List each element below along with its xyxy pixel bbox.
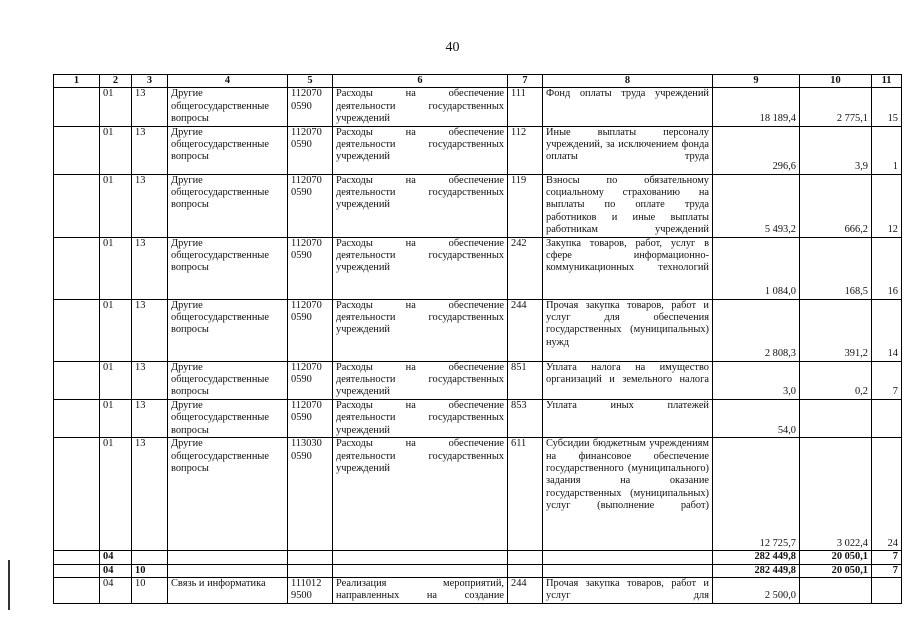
total-count: 7	[872, 564, 902, 577]
cell-count	[872, 577, 902, 603]
cell-section: 04	[100, 577, 132, 603]
cell-target-article: 112070 0590	[288, 174, 333, 237]
cell-article-name: Расходы на обеспечение деятельности государственных учреждений	[333, 438, 508, 551]
header-cell: 5	[288, 75, 333, 88]
cell-amount: 2 500,0	[713, 577, 800, 603]
cell-expense-name: Прочая закупка товаров, работ и услуг для обеспечения государственных (муниципальных) нужд	[543, 299, 713, 361]
cell-target-article: 111012 9500	[288, 577, 333, 603]
total-row	[54, 564, 902, 577]
total-amount-2: 20 050,1	[800, 551, 872, 564]
table-row	[54, 126, 902, 174]
cell-subsection-name: Другие общегосударственные вопросы	[168, 126, 288, 174]
cell-article-name: Расходы на обеспечение деятельности государственных учреждений	[333, 88, 508, 126]
header-cell: 8	[543, 75, 713, 88]
cell-amount: 2 808,3	[713, 299, 800, 361]
cell-section: 01	[100, 438, 132, 551]
cell-amount-2: 2 775,1	[800, 88, 872, 126]
cell-expense-name: Прочая закупка товаров, работ и услуг для	[543, 577, 713, 603]
cell-col-1	[54, 299, 100, 361]
cell-col-1	[54, 361, 100, 399]
cell-expense-type: 853	[508, 399, 543, 437]
cell-expense-type	[508, 564, 543, 577]
cell-article-name: Реализация мероприятий, направленных на создание	[333, 577, 508, 603]
cell-amount-2: 666,2	[800, 174, 872, 237]
cell-subsection: 13	[132, 299, 168, 361]
cell-subsection-name: Другие общегосударственные вопросы	[168, 88, 288, 126]
cell-section: 01	[100, 88, 132, 126]
header-cell: 7	[508, 75, 543, 88]
cell-amount-2: 3 022,4	[800, 438, 872, 551]
cell-subsection-name: Другие общегосударственные вопросы	[168, 174, 288, 237]
cell-article-name	[333, 564, 508, 577]
cell-col-1	[54, 577, 100, 603]
cell-amount-2	[800, 399, 872, 437]
cell-count	[872, 399, 902, 437]
cell-amount-2: 3,9	[800, 126, 872, 174]
cell-amount: 3,0	[713, 361, 800, 399]
cell-article-name: Расходы на обеспечение деятельности государственных учреждений	[333, 299, 508, 361]
cell-count: 16	[872, 237, 902, 299]
cell-amount: 54,0	[713, 399, 800, 437]
cell-expense-type: 111	[508, 88, 543, 126]
cell-expense-type	[508, 551, 543, 564]
cell-amount: 5 493,2	[713, 174, 800, 237]
cell-target-article: 112070 0590	[288, 126, 333, 174]
table-row	[54, 577, 902, 603]
cell-expense-name: Уплата налога на имущество организаций и земельного налога	[543, 361, 713, 399]
cell-subsection: 10	[132, 564, 168, 577]
cell-section: 01	[100, 237, 132, 299]
cell-amount: 12 725,7	[713, 438, 800, 551]
budget-table	[53, 74, 902, 604]
cell-expense-name: Иные выплаты персоналу учреждений, за исключением фонда оплаты труда	[543, 126, 713, 174]
cell-subsection-name: Другие общегосударственные вопросы	[168, 237, 288, 299]
header-cell: 3	[132, 75, 168, 88]
cell-expense-name: Уплата иных платежей	[543, 399, 713, 437]
cell-amount-2	[800, 577, 872, 603]
cell-col-1	[54, 399, 100, 437]
cell-expense-name: Закупка товаров, работ, услуг в сфере информационно-коммуникационных технологий	[543, 237, 713, 299]
cell-subsection: 13	[132, 399, 168, 437]
table-row	[54, 299, 902, 361]
cell-count: 12	[872, 174, 902, 237]
cell-article-name: Расходы на обеспечение деятельности государственных учреждений	[333, 126, 508, 174]
header-cell: 10	[800, 75, 872, 88]
cell-expense-type: 242	[508, 237, 543, 299]
cell-article-name	[333, 551, 508, 564]
cell-amount-2: 168,5	[800, 237, 872, 299]
cell-section: 01	[100, 399, 132, 437]
cell-subsection: 13	[132, 88, 168, 126]
total-amount-2: 20 050,1	[800, 564, 872, 577]
cell-section: 04	[100, 551, 132, 564]
cell-subsection-name: Другие общегосударственные вопросы	[168, 361, 288, 399]
cell-col-1	[54, 88, 100, 126]
cell-target-article: 112070 0590	[288, 361, 333, 399]
cell-article-name: Расходы на обеспечение деятельности государственных учреждений	[333, 174, 508, 237]
cell-expense-name	[543, 551, 713, 564]
cell-subsection: 13	[132, 174, 168, 237]
cell-target-article: 112070 0590	[288, 88, 333, 126]
cell-subsection-name	[168, 564, 288, 577]
cell-article-name: Расходы на обеспечение деятельности государственных учреждений	[333, 237, 508, 299]
cell-subsection-name: Другие общегосударственные вопросы	[168, 299, 288, 361]
header-cell: 1	[54, 75, 100, 88]
cell-count: 14	[872, 299, 902, 361]
cell-target-article: 112070 0590	[288, 237, 333, 299]
cell-count: 15	[872, 88, 902, 126]
cell-expense-type: 851	[508, 361, 543, 399]
cell-count: 24	[872, 438, 902, 551]
table-row	[54, 399, 902, 437]
cell-amount: 18 189,4	[713, 88, 800, 126]
header-cell: 11	[872, 75, 902, 88]
cell-subsection-name: Другие общегосударственные вопросы	[168, 438, 288, 551]
header-cell: 4	[168, 75, 288, 88]
cell-subsection-name: Другие общегосударственные вопросы	[168, 399, 288, 437]
table-row	[54, 438, 902, 551]
cell-subsection-name: Связь и информатика	[168, 577, 288, 603]
cell-section: 01	[100, 299, 132, 361]
cell-col-1	[54, 237, 100, 299]
table-row	[54, 174, 902, 237]
cell-expense-type: 244	[508, 299, 543, 361]
cell-subsection: 10	[132, 577, 168, 603]
cell-expense-type: 112	[508, 126, 543, 174]
cell-section: 01	[100, 361, 132, 399]
header-row	[54, 75, 902, 88]
cell-amount-2: 0,2	[800, 361, 872, 399]
total-count: 7	[872, 551, 902, 564]
table-row	[54, 237, 902, 299]
cell-subsection: 13	[132, 361, 168, 399]
cell-target-article	[288, 551, 333, 564]
cell-count: 1	[872, 126, 902, 174]
cell-count: 7	[872, 361, 902, 399]
scan-edge-mark	[8, 560, 10, 610]
cell-expense-type: 244	[508, 577, 543, 603]
total-amount: 282 449,8	[713, 551, 800, 564]
table-row	[54, 88, 902, 126]
header-cell: 6	[333, 75, 508, 88]
cell-expense-name	[543, 564, 713, 577]
cell-target-article: 112070 0590	[288, 399, 333, 437]
header-cell: 2	[100, 75, 132, 88]
cell-amount: 1 084,0	[713, 237, 800, 299]
cell-subsection: 13	[132, 438, 168, 551]
cell-article-name: Расходы на обеспечение деятельности государственных учреждений	[333, 361, 508, 399]
cell-section: 01	[100, 174, 132, 237]
cell-expense-type: 119	[508, 174, 543, 237]
cell-col-1	[54, 551, 100, 564]
cell-expense-name: Взносы по обязательному социальному страхованию на выплаты по оплате труда работников и иные выплаты работникам учреждений	[543, 174, 713, 237]
cell-col-1	[54, 438, 100, 551]
cell-amount: 296,6	[713, 126, 800, 174]
cell-col-1	[54, 174, 100, 237]
cell-target-article: 113030 0590	[288, 438, 333, 551]
cell-col-1	[54, 126, 100, 174]
total-amount: 282 449,8	[713, 564, 800, 577]
cell-subsection: 13	[132, 126, 168, 174]
cell-expense-name: Фонд оплаты труда учреждений	[543, 88, 713, 126]
cell-expense-type: 611	[508, 438, 543, 551]
cell-target-article: 112070 0590	[288, 299, 333, 361]
cell-subsection	[132, 551, 168, 564]
total-row	[54, 551, 902, 564]
cell-amount-2: 391,2	[800, 299, 872, 361]
cell-article-name: Расходы на обеспечение деятельности государственных учреждений	[333, 399, 508, 437]
cell-expense-name: Субсидии бюджетным учреждениям на финансовое обеспечение государственного (муниципального) задания на оказание государственных (муниципальных) услуг (выполнение работ)	[543, 438, 713, 551]
cell-col-1	[54, 564, 100, 577]
cell-section: 04	[100, 564, 132, 577]
cell-section: 01	[100, 126, 132, 174]
cell-subsection-name	[168, 551, 288, 564]
cell-subsection: 13	[132, 237, 168, 299]
cell-target-article	[288, 564, 333, 577]
header-cell: 9	[713, 75, 800, 88]
page-number: 40	[445, 40, 460, 55]
table-row	[54, 361, 902, 399]
